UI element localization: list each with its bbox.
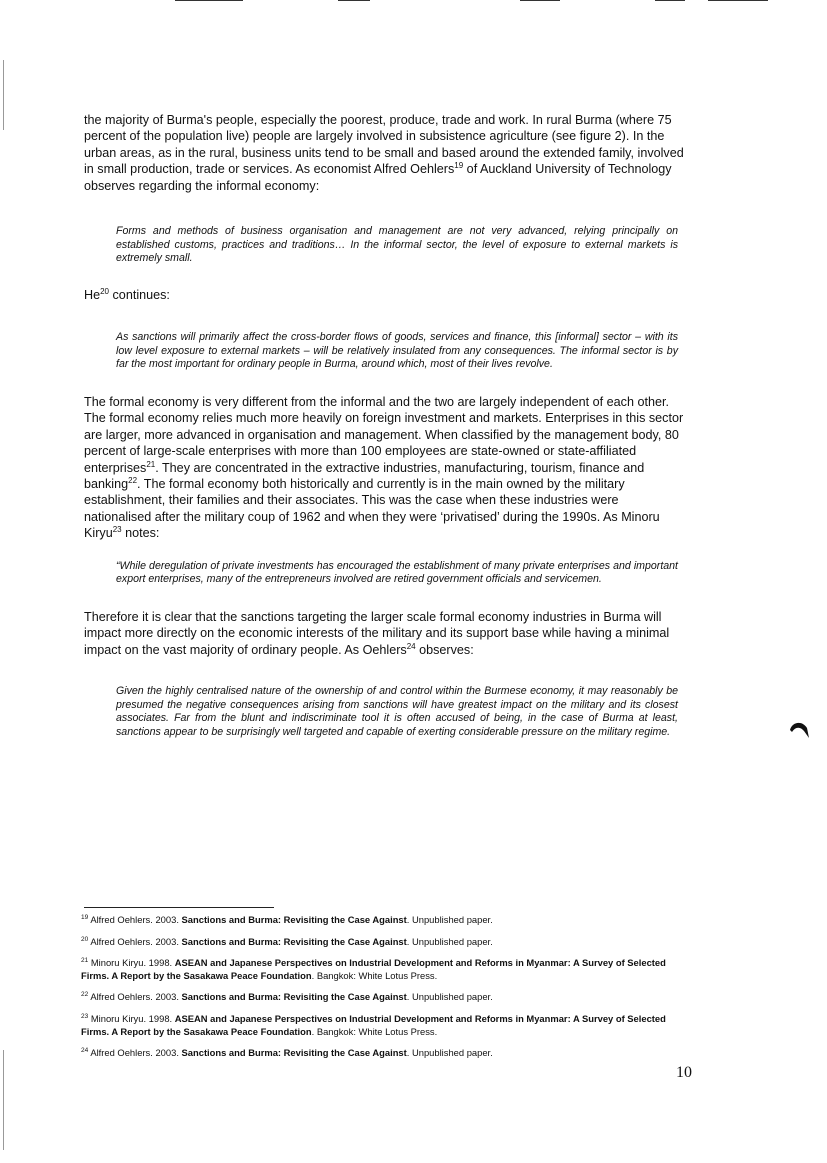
- scan-blot-icon: [788, 718, 810, 740]
- scan-edge-left: [3, 60, 4, 130]
- paragraph-text: continues:: [109, 287, 170, 302]
- block-quote-3: “While deregulation of private investments has encouraged the establishment of many private enterprises and important export enterprises, many of the entrepreneurs involved are retired government officials and servicemen.: [116, 559, 678, 586]
- footnote-title: Sanctions and Burma: Revisiting the Case Against: [181, 914, 407, 925]
- footnote-title: ASEAN and Japanese Perspectives on Industrial Development and Reforms in Myanmar: A Survey of Selected Firms. A Report by the Sasakawa Peace Foundation: [81, 957, 666, 981]
- scan-edge-left-2: [3, 1050, 4, 1150]
- footnote-ref-24[interactable]: 24: [406, 641, 416, 651]
- scan-line-top-4: [655, 0, 685, 1]
- block-quote-4: Given the highly centralised nature of the ownership of and control within the Burmese economy, it may reasonably be presumed the negative consequences arising from sanctions will have greatest impact on the military and its closest associates. Far from the blunt and indiscriminate tool it is often accused of being, in the case of Burma at least, sanctions appear to be surprisingly well targeted and capable of exerting considerable pressure on the military regime.: [116, 685, 678, 738]
- footnote-ref-23[interactable]: 23: [112, 525, 122, 535]
- scan-line-top-5: [708, 0, 768, 1]
- scan-line-top-1: [175, 0, 243, 1]
- footnote-author: Alfred Oehlers. 2003.: [90, 914, 182, 925]
- paragraph-text: the majority of Burma's people, especially the poorest, produce, trade and work. In rural Burma (where 75 percent of the population live) people are largely involved in subsistence agriculture (see figure 2). In the urban areas, as in the rural, business units tend to be small and based around the extended family, involved in small production, trade or services. As economist Alfred Oehlers: [84, 113, 684, 177]
- footnote-author: Alfred Oehlers. 2003.: [90, 991, 182, 1003]
- paragraph-text: He: [84, 287, 101, 302]
- footnote-title: Sanctions and Burma: Revisiting the Case Against: [181, 935, 407, 947]
- footnote-23: [81, 1013, 681, 1038]
- footnote-number: 23: [81, 1012, 89, 1020]
- footnote-ref-20[interactable]: 20: [100, 286, 110, 296]
- page-number: 10: [676, 1064, 692, 1081]
- footnote-rest: . Bangkok: White Lotus Press.: [311, 969, 438, 981]
- footnote-number: 21: [81, 957, 89, 965]
- footnote-21: [81, 957, 681, 982]
- footnote-ref-19[interactable]: 19: [454, 161, 464, 171]
- paragraph-text: notes:: [121, 526, 160, 541]
- paragraph-text: of Auckland University of Technology observes regarding the informal economy:: [84, 162, 672, 193]
- footnote-rest: . Unpublished paper.: [406, 914, 493, 925]
- footnote-number: 20: [81, 935, 89, 943]
- footnote-rest: . Unpublished paper.: [406, 1047, 493, 1059]
- footnote-number: 24: [81, 1047, 89, 1055]
- footnote-author: Minoru Kiryu. 1998.: [90, 957, 175, 969]
- footnote-24: [81, 1047, 681, 1060]
- scan-line-top-2: [338, 0, 370, 1]
- footnote-ref-21[interactable]: 21: [146, 459, 156, 469]
- footnote-title: Sanctions and Burma: Revisiting the Case Against: [181, 1047, 407, 1059]
- footnote-20: [81, 936, 681, 949]
- paragraph-text: Therefore it is clear that the sanctions targeting the larger scale formal economy industries in Burma will impact more directly on the economic interests of the military and its support base while having a minimal impact on the vast majority of ordinary people. As Oehlers: [84, 609, 670, 657]
- block-quote-2: As sanctions will primarily affect the cross-border flows of goods, services and finance, this [informal] sector – with its low level exposure to external markets – will be relatively insulated from any consequences. The informal sector is by far the most important for ordinary people in Burma, around which, most of their lives revolve.: [116, 331, 678, 371]
- block-quote-1: Forms and methods of business organisation and management are not very advanced, relying principally on established customs, practices and traditions… In the informal sector, the level of exposure to external markets is extremely small.: [116, 225, 678, 265]
- footnote-title: ASEAN and Japanese Perspectives on Industrial Development and Reforms in Myanmar: A Survey of Selected Firms. A Report by the Sasakawa Peace Foundation: [81, 1012, 666, 1037]
- footnote-19: [81, 914, 681, 927]
- paragraph-informal-economy: [84, 112, 684, 194]
- footnote-author: Alfred Oehlers. 2003.: [90, 1047, 182, 1059]
- footnotes-section: [81, 914, 681, 1069]
- footnote-title: Sanctions and Burma: Revisiting the Case Against: [181, 991, 407, 1003]
- footnote-number: 19: [81, 913, 89, 921]
- paragraph-formal-economy: [84, 394, 684, 542]
- footnote-rest: . Bangkok: White Lotus Press.: [311, 1025, 438, 1037]
- footnote-number: 22: [81, 991, 89, 999]
- paragraph-text: The formal economy is very different from the informal and the two are largely independent of each other. The formal economy relies much more heavily on foreign investment and markets. Enterprises in this sector are larger, more advanced in organisation and management. When classified by the management body, 80 percent of large-scale enterprises with more than 100 employees are state-owned or state-affiliated enterprises: [84, 395, 684, 475]
- footnote-ref-22[interactable]: 22: [128, 475, 138, 485]
- footnote-22: [81, 991, 681, 1004]
- scan-line-top-3: [520, 0, 560, 1]
- paragraph-text: . The formal economy both historically and currently is in the main owned by the military establishment, their families and their associates. This was the case when these industries were nationalised after the military coup of 1962 and when they were ‘privatised’ during the 1990s. As Minoru Kiryu: [84, 477, 660, 541]
- footnote-author: Alfred Oehlers. 2003.: [90, 935, 182, 947]
- footnote-rest: . Unpublished paper.: [406, 991, 493, 1003]
- footnote-separator: [84, 907, 274, 908]
- paragraph-text: . They are concentrated in the extractive industries, manufacturing, tourism, finance and banking: [84, 460, 645, 492]
- footnote-rest: . Unpublished paper.: [406, 935, 493, 947]
- paragraph-text: observes:: [415, 642, 474, 657]
- footnote-author: Minoru Kiryu. 1998.: [90, 1012, 175, 1024]
- paragraph-he-continues: [84, 287, 684, 303]
- paragraph-sanctions-targeting: [84, 609, 684, 658]
- page-body: [84, 112, 684, 739]
